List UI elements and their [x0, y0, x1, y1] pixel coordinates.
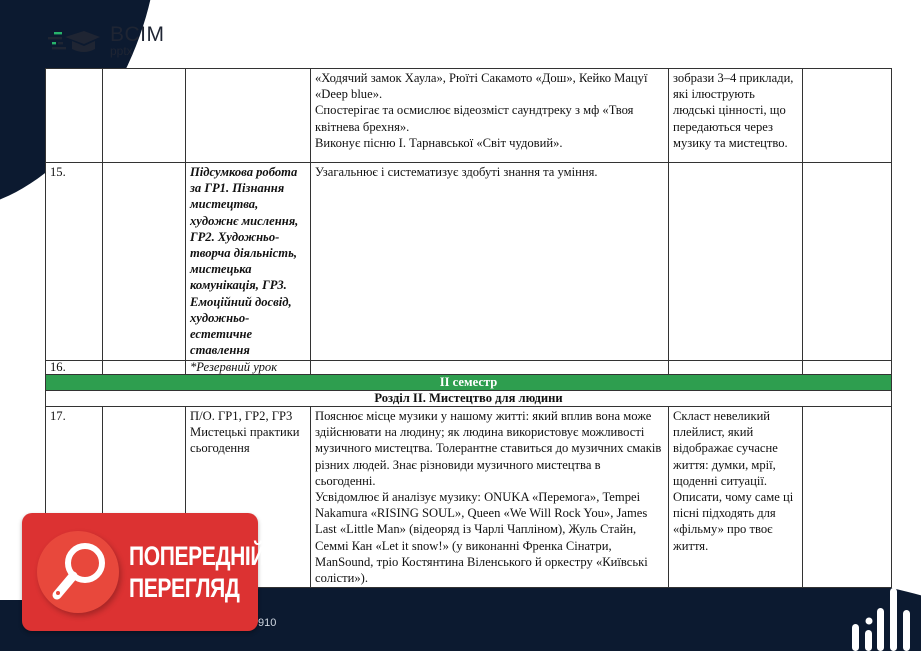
row-topic	[186, 69, 311, 163]
preview-line2: ПЕРЕГЛЯД	[129, 573, 240, 603]
row-number	[46, 69, 103, 163]
row-number: 17.	[46, 407, 103, 588]
row-col6	[803, 69, 892, 163]
section-header-row	[46, 391, 892, 407]
logo-subtitle: pptx	[110, 44, 133, 58]
row-topic: Підсумкова робота за ГР1. Пізнання мистецтва, художнє мислення, ГР2. Художньо-творча діяльність, мистецька комунікація, ГР3. Емоційний досвід, художньо-естетичне ставлення	[186, 163, 311, 361]
content-line: Спостерігає та осмислює відеозміст саундтреку з мф «Твоя квітнева брехня».	[315, 103, 634, 134]
content-line: Виконує пісню І. Тарнавської «Світ чудовий».	[315, 135, 563, 150]
content-line: Пояснює місце музики у нашому житті: який вплив вона може здійснювати на людину; як людина використовує можливості музичного мистецтва. Толерантне ставиться до музичних смаків різних людей. Знає різновиди музичного мистецтва в сьогоденні.	[315, 409, 662, 488]
logo[interactable]	[48, 24, 165, 57]
row-content	[311, 69, 669, 163]
content-line: Усвідомлює й аналізує музику: ONUKA «Перемога», Tempei Nakamura «RISING SOUL», Queen «We Will Rock You», James Last «Little Man» (відеоряд із Чарлі Чапліном), Жуль Стайн, Семмі Кан «Let it snow!» (у виконанні Френка Сінатри, ManSound, тріо Костянтина Віленського й оркестру «Київські солісти»).	[315, 490, 648, 586]
preview-badge[interactable]	[22, 513, 266, 631]
row-topic: П/О. ГР1, ГР2, ГР3 Мистецькі практики сьогодення	[186, 407, 311, 588]
row-col2	[103, 163, 186, 361]
row-task	[669, 361, 803, 375]
row-content	[311, 361, 669, 375]
lesson-plan-table	[45, 68, 892, 588]
row-task	[669, 163, 803, 361]
magnifier-icon	[37, 531, 119, 613]
semester-label: II семестр	[46, 375, 892, 391]
row-content: Узагальнює і систематизує здобуті знання та уміння.	[311, 163, 669, 361]
equalizer-bars-icon	[848, 588, 918, 651]
row-col2	[103, 69, 186, 163]
section-label: Розділ ІІ. Мистецтво для людини	[46, 391, 892, 407]
row-col6	[803, 361, 892, 375]
row-col2	[103, 361, 186, 375]
row-number: 16.	[46, 361, 103, 375]
row-content	[311, 407, 669, 588]
row-topic: *Резервний урок	[186, 361, 311, 375]
row-col6	[803, 163, 892, 361]
table-row	[46, 361, 892, 375]
preview-line1: ПОПЕРЕДНІЙ	[129, 541, 266, 571]
row-task: Скласт невеликий плейлист, який відображає сучасне життя: думки, мрії, щоденні ситуації. Описати, чому саме ці пісні підходять для «фільму» про твоє життя.	[669, 407, 803, 588]
logo-title: BCIM	[110, 23, 165, 46]
table-row	[46, 69, 892, 163]
semester-header-row	[46, 375, 892, 391]
table-row	[46, 163, 892, 361]
row-col6	[803, 407, 892, 588]
row-task: зобрази 3–4 приклади, які ілюструють людські цінності, що передаються через музику та мистецтво.	[669, 69, 803, 163]
page-number: 910	[258, 617, 277, 629]
row-number: 15.	[46, 163, 103, 361]
graduation-cap-icon	[48, 27, 104, 55]
content-line: «Ходячий замок Хаула», Рюїті Сакамото «Дош», Кейко Мацуї «Deep blue».	[315, 71, 648, 102]
